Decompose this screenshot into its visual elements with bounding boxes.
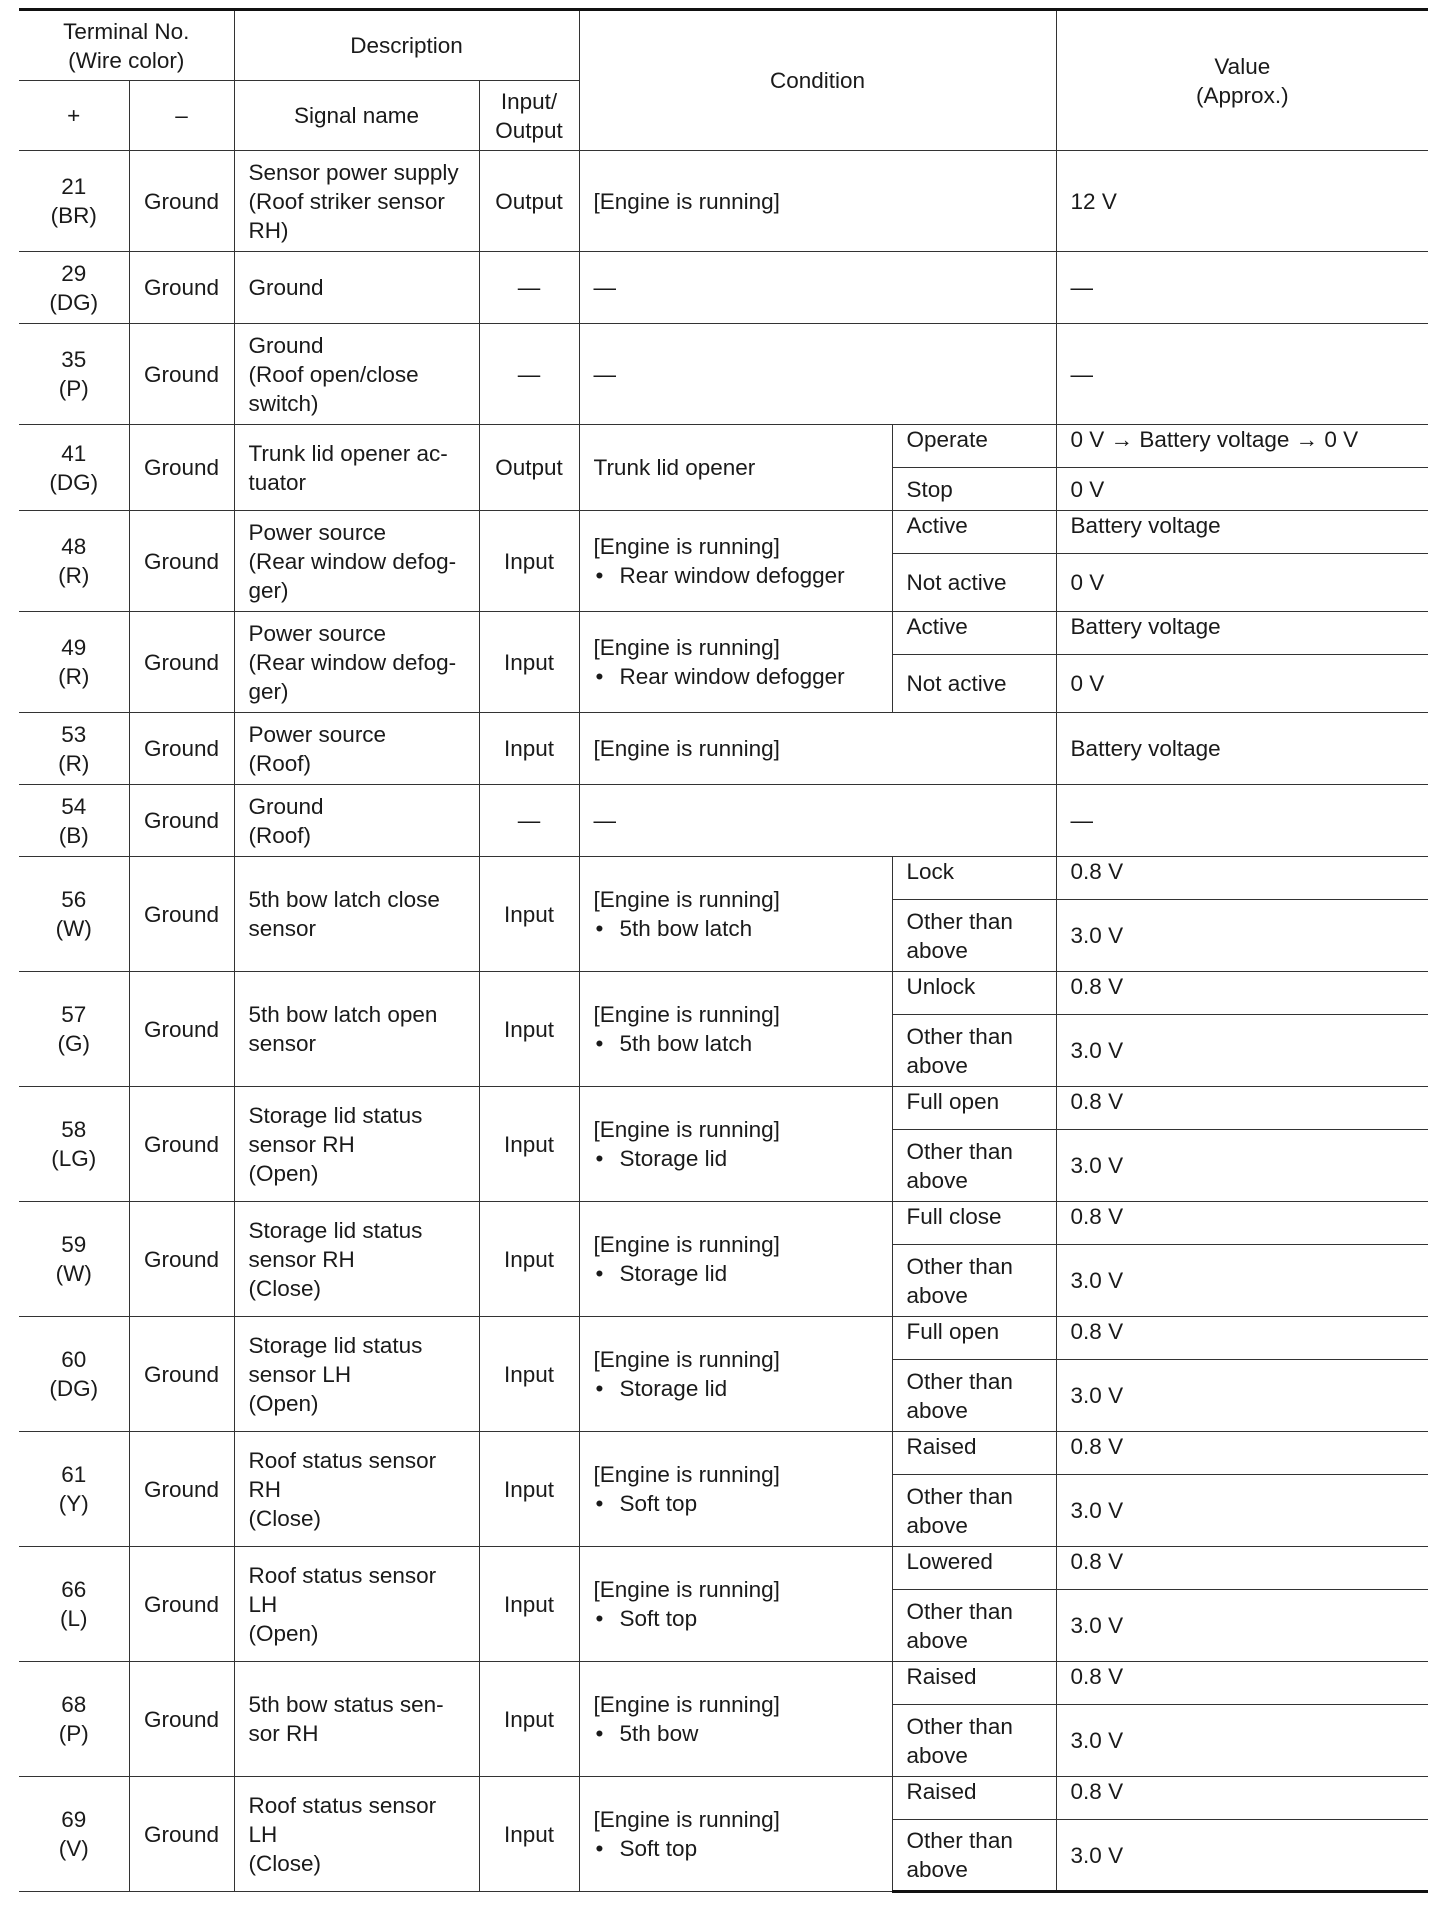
header-terminal-no: Terminal No. (Wire color) xyxy=(19,10,234,81)
signal-name-line: (Close) xyxy=(248,1505,322,1531)
sub-condition: Raised xyxy=(892,1777,1056,1820)
sub-condition: Other than above xyxy=(892,900,1056,972)
wire-color: (P) xyxy=(58,1721,89,1746)
signal-name xyxy=(234,151,479,252)
header-input-output: Input/ Output xyxy=(479,81,579,151)
table-row xyxy=(19,1087,1428,1130)
condition-text: [Engine is running] xyxy=(593,1692,780,1717)
signal-name-line: (Roof striker sensor xyxy=(248,188,445,214)
value: Battery voltage xyxy=(1056,612,1428,655)
signal-name-line: LH xyxy=(248,1591,278,1617)
condition xyxy=(579,1777,892,1892)
signal-name-line: LH xyxy=(248,1821,278,1847)
signal-name-line: (Roof) xyxy=(248,750,312,776)
terminal-number-cell xyxy=(19,1087,129,1202)
condition-text: [Engine is running] xyxy=(593,1347,780,1372)
table-row xyxy=(19,151,1428,252)
negative-terminal: Ground xyxy=(129,425,234,511)
condition xyxy=(579,857,892,972)
terminal-number-cell xyxy=(19,785,129,857)
input-output: Input xyxy=(479,1432,579,1547)
signal-name-line: sor RH xyxy=(248,1721,319,1746)
terminal-number-cell xyxy=(19,713,129,785)
table-row xyxy=(19,857,1428,900)
signal-name xyxy=(234,1317,479,1432)
value: 0.8 V xyxy=(1056,1317,1428,1360)
signal-name-line: (Open) xyxy=(248,1390,319,1416)
condition xyxy=(579,324,1056,425)
sub-condition: Lowered xyxy=(892,1547,1056,1590)
condition-bullet: • Soft top xyxy=(594,1489,884,1518)
condition xyxy=(579,1317,892,1432)
value: 0.8 V xyxy=(1056,857,1428,900)
input-output: Input xyxy=(479,612,579,713)
signal-name-line: sensor xyxy=(248,1031,317,1056)
condition xyxy=(579,151,1056,252)
signal-name xyxy=(234,713,479,785)
terminal-number-cell xyxy=(19,511,129,612)
signal-name-line: (Rear window defog- xyxy=(248,649,457,675)
wire-color: (P) xyxy=(58,376,89,401)
input-output: — xyxy=(479,324,579,425)
value: 3.0 V xyxy=(1056,1820,1428,1892)
input-output: Output xyxy=(479,425,579,511)
signal-name xyxy=(234,324,479,425)
header-plus: + xyxy=(19,81,129,151)
condition xyxy=(579,1547,892,1662)
signal-name xyxy=(234,785,479,857)
condition-bullet: • Rear window defogger xyxy=(594,561,884,590)
condition-bullet: • Storage lid xyxy=(594,1374,884,1403)
wire-color: (BR) xyxy=(50,203,97,228)
condition xyxy=(579,612,892,713)
negative-terminal: Ground xyxy=(129,713,234,785)
sub-condition: Not active xyxy=(892,655,1056,713)
signal-name-line: 5th bow status sen- xyxy=(248,1692,444,1717)
terminal-number: 56 xyxy=(61,887,87,912)
signal-name-line: (Close) xyxy=(248,1275,322,1301)
terminal-number: 41 xyxy=(61,440,87,466)
condition xyxy=(579,425,892,511)
condition-text: [Engine is running] xyxy=(593,1232,780,1257)
condition xyxy=(579,1432,892,1547)
table-row xyxy=(19,252,1428,324)
value: — xyxy=(1056,252,1428,324)
wire-color: (Y) xyxy=(58,1491,89,1516)
input-output: Input xyxy=(479,713,579,785)
table-body xyxy=(19,151,1428,1892)
condition-bullet: • Soft top xyxy=(594,1834,884,1863)
signal-name-line: sensor RH xyxy=(248,1131,355,1157)
condition-text: — xyxy=(593,808,617,833)
signal-name xyxy=(234,1547,479,1662)
terminal-number-cell xyxy=(19,324,129,425)
signal-name-line: (Close) xyxy=(248,1850,322,1876)
signal-name-line: (Roof) xyxy=(248,822,312,848)
wire-color: (R) xyxy=(58,750,90,776)
terminal-number: 53 xyxy=(61,721,87,747)
sub-condition: Other than above xyxy=(892,1360,1056,1432)
condition xyxy=(579,1662,892,1777)
terminal-number: 57 xyxy=(61,1002,87,1027)
signal-name-line: Storage lid status xyxy=(248,1102,423,1128)
signal-name-line: ger) xyxy=(248,678,289,704)
negative-terminal: Ground xyxy=(129,1087,234,1202)
signal-name-line: Roof status sensor xyxy=(248,1447,437,1473)
signal-name xyxy=(234,1432,479,1547)
signal-name xyxy=(234,972,479,1087)
condition-text: [Engine is running] xyxy=(593,188,780,214)
signal-name-line: Ground xyxy=(248,275,324,300)
sub-condition: Raised xyxy=(892,1432,1056,1475)
terminal-number-cell xyxy=(19,1202,129,1317)
table-row xyxy=(19,713,1428,785)
condition-text: [Engine is running] xyxy=(593,1577,780,1602)
signal-name-line: Trunk lid opener ac- xyxy=(248,440,448,466)
sub-condition: Other than above xyxy=(892,1130,1056,1202)
signal-name-line: RH xyxy=(248,1476,282,1502)
signal-name-line: (Roof open/close xyxy=(248,361,419,387)
value: Battery voltage xyxy=(1056,713,1428,785)
wire-color: (W) xyxy=(55,916,92,941)
terminal-number: 61 xyxy=(61,1462,87,1487)
input-output: Input xyxy=(479,1087,579,1202)
value: 0 V → Battery voltage → 0 V xyxy=(1056,425,1428,468)
negative-terminal: Ground xyxy=(129,972,234,1087)
signal-name xyxy=(234,252,479,324)
negative-terminal: Ground xyxy=(129,511,234,612)
terminal-number-cell xyxy=(19,151,129,252)
input-output: Input xyxy=(479,857,579,972)
table-row xyxy=(19,324,1428,425)
negative-terminal: Ground xyxy=(129,1547,234,1662)
terminal-number-cell xyxy=(19,425,129,511)
signal-name-line: ger) xyxy=(248,577,289,603)
terminal-number: 35 xyxy=(61,347,87,372)
negative-terminal: Ground xyxy=(129,1432,234,1547)
value: 0.8 V xyxy=(1056,1202,1428,1245)
signal-name-line: switch) xyxy=(248,390,319,416)
signal-name-line: Power source xyxy=(248,519,387,545)
input-output: Input xyxy=(479,1202,579,1317)
condition-text: [Engine is running] xyxy=(593,534,780,559)
condition-bullet: • Soft top xyxy=(594,1604,884,1633)
terminal-table xyxy=(19,8,1428,1893)
signal-name-line: sensor RH xyxy=(248,1246,355,1272)
table-row xyxy=(19,1547,1428,1590)
signal-name xyxy=(234,1777,479,1892)
sub-condition: Stop xyxy=(892,468,1056,511)
input-output: — xyxy=(479,785,579,857)
condition-bullet: • Storage lid xyxy=(594,1259,884,1288)
signal-name xyxy=(234,1087,479,1202)
sub-condition: Full open xyxy=(892,1087,1056,1130)
value: 3.0 V xyxy=(1056,1590,1428,1662)
negative-terminal: Ground xyxy=(129,1777,234,1892)
sub-condition: Other than above xyxy=(892,1820,1056,1892)
sub-condition: Operate xyxy=(892,425,1056,468)
signal-name-line: 5th bow latch open xyxy=(248,1002,438,1027)
value: 0.8 V xyxy=(1056,1662,1428,1705)
table-row xyxy=(19,785,1428,857)
condition-text: [Engine is running] xyxy=(593,1117,780,1142)
input-output: Input xyxy=(479,972,579,1087)
header-signal-name: Signal name xyxy=(234,81,479,151)
terminal-number-cell xyxy=(19,612,129,713)
wire-color: (DG) xyxy=(49,289,99,315)
value: 0 V xyxy=(1056,655,1428,713)
value: — xyxy=(1056,785,1428,857)
input-output: Input xyxy=(479,1777,579,1892)
table-row xyxy=(19,1777,1428,1820)
negative-terminal: Ground xyxy=(129,785,234,857)
terminal-number-cell xyxy=(19,1317,129,1432)
negative-terminal: Ground xyxy=(129,612,234,713)
terminal-number: 59 xyxy=(61,1232,87,1257)
value: 0.8 V xyxy=(1056,1432,1428,1475)
sub-condition: Other than above xyxy=(892,1245,1056,1317)
input-output: Input xyxy=(479,1662,579,1777)
condition-text: Trunk lid opener xyxy=(593,455,756,480)
condition-text: [Engine is running] xyxy=(593,1002,780,1027)
value: 0.8 V xyxy=(1056,1547,1428,1590)
wire-color: (DG) xyxy=(49,1376,99,1401)
condition xyxy=(579,1202,892,1317)
table-row xyxy=(19,1317,1428,1360)
value: 3.0 V xyxy=(1056,1475,1428,1547)
value: 3.0 V xyxy=(1056,1245,1428,1317)
table-row xyxy=(19,1432,1428,1475)
terminal-number-cell xyxy=(19,1547,129,1662)
sub-condition: Active xyxy=(892,612,1056,655)
wire-color: (DG) xyxy=(49,469,99,495)
terminal-table-page xyxy=(19,8,1428,1893)
terminal-number: 54 xyxy=(61,793,87,819)
signal-name-line: (Open) xyxy=(248,1160,319,1186)
signal-name-line: Ground xyxy=(248,332,324,358)
condition xyxy=(579,252,1056,324)
condition-bullet: • Storage lid xyxy=(594,1144,884,1173)
signal-name-line: Ground xyxy=(248,793,324,819)
signal-name-line: tuator xyxy=(248,469,307,495)
signal-name-line: RH) xyxy=(248,217,289,243)
signal-name-line: Power source xyxy=(248,721,387,747)
condition-text: [Engine is running] xyxy=(593,736,780,761)
value: 0.8 V xyxy=(1056,972,1428,1015)
header-description: Description xyxy=(234,10,579,81)
condition xyxy=(579,511,892,612)
table-row xyxy=(19,1662,1428,1705)
sub-condition: Unlock xyxy=(892,972,1056,1015)
signal-name-line: Roof status sensor xyxy=(248,1792,437,1818)
negative-terminal: Ground xyxy=(129,151,234,252)
header-value: Value (Approx.) xyxy=(1056,10,1428,151)
table-row xyxy=(19,972,1428,1015)
condition-bullet: • 5th bow latch xyxy=(594,1029,884,1058)
value: 0.8 V xyxy=(1056,1087,1428,1130)
terminal-number: 48 xyxy=(61,534,87,559)
signal-name xyxy=(234,857,479,972)
terminal-number: 66 xyxy=(61,1577,87,1602)
sub-condition: Active xyxy=(892,511,1056,554)
value: 12 V xyxy=(1056,151,1428,252)
signal-name-line: (Rear window defog- xyxy=(248,548,457,574)
wire-color: (R) xyxy=(58,563,90,588)
input-output: Output xyxy=(479,151,579,252)
signal-name-line: Roof status sensor xyxy=(248,1562,437,1588)
signal-name xyxy=(234,511,479,612)
signal-name-line: Storage lid status xyxy=(248,1217,423,1243)
sub-condition: Other than above xyxy=(892,1015,1056,1087)
wire-color: (LG) xyxy=(51,1146,97,1171)
terminal-number: 60 xyxy=(61,1347,87,1372)
value: — xyxy=(1056,324,1428,425)
wire-color: (V) xyxy=(58,1836,89,1861)
signal-name xyxy=(234,612,479,713)
sub-condition: Other than above xyxy=(892,1590,1056,1662)
sub-condition: Other than above xyxy=(892,1705,1056,1777)
signal-name xyxy=(234,425,479,511)
value: Battery voltage xyxy=(1056,511,1428,554)
wire-color: (W) xyxy=(55,1261,92,1286)
condition xyxy=(579,1087,892,1202)
terminal-number: 29 xyxy=(61,260,87,286)
sub-condition: Lock xyxy=(892,857,1056,900)
header-minus: – xyxy=(129,81,234,151)
input-output: Input xyxy=(479,511,579,612)
terminal-number-cell xyxy=(19,1777,129,1892)
value: 3.0 V xyxy=(1056,1015,1428,1087)
value: 0 V xyxy=(1056,554,1428,612)
value: 3.0 V xyxy=(1056,1130,1428,1202)
negative-terminal: Ground xyxy=(129,252,234,324)
table-row xyxy=(19,511,1428,554)
sub-condition: Full close xyxy=(892,1202,1056,1245)
terminal-number: 68 xyxy=(61,1692,87,1717)
sub-condition: Raised xyxy=(892,1662,1056,1705)
value: 0.8 V xyxy=(1056,1777,1428,1820)
signal-name-line: Sensor power supply xyxy=(248,159,459,185)
header-condition: Condition xyxy=(579,10,1056,151)
signal-name xyxy=(234,1202,479,1317)
value: 0 V xyxy=(1056,468,1428,511)
wire-color: (B) xyxy=(58,822,89,848)
input-output: — xyxy=(479,252,579,324)
signal-name xyxy=(234,1662,479,1777)
terminal-number: 58 xyxy=(61,1117,87,1142)
table-row xyxy=(19,425,1428,468)
table-row xyxy=(19,612,1428,655)
input-output: Input xyxy=(479,1547,579,1662)
terminal-number-cell xyxy=(19,1662,129,1777)
value: 3.0 V xyxy=(1056,900,1428,972)
negative-terminal: Ground xyxy=(129,1202,234,1317)
condition xyxy=(579,972,892,1087)
terminal-number-cell xyxy=(19,972,129,1087)
negative-terminal: Ground xyxy=(129,857,234,972)
table-row xyxy=(19,1202,1428,1245)
signal-name-line: Storage lid status xyxy=(248,1332,423,1358)
signal-name-line: 5th bow latch close xyxy=(248,887,440,912)
terminal-number-cell xyxy=(19,1432,129,1547)
terminal-number: 69 xyxy=(61,1807,87,1832)
value: 3.0 V xyxy=(1056,1705,1428,1777)
terminal-number: 49 xyxy=(61,635,87,660)
condition-text: — xyxy=(593,361,617,387)
condition-bullet: • Rear window defogger xyxy=(594,662,884,691)
wire-color: (R) xyxy=(58,664,90,689)
condition-text: [Engine is running] xyxy=(593,1807,780,1832)
terminal-number-cell xyxy=(19,857,129,972)
condition xyxy=(579,785,1056,857)
condition-text: [Engine is running] xyxy=(593,1462,780,1487)
sub-condition: Other than above xyxy=(892,1475,1056,1547)
negative-terminal: Ground xyxy=(129,324,234,425)
negative-terminal: Ground xyxy=(129,1317,234,1432)
condition-text: [Engine is running] xyxy=(593,635,780,660)
condition xyxy=(579,713,1056,785)
terminal-number-cell xyxy=(19,252,129,324)
negative-terminal: Ground xyxy=(129,1662,234,1777)
signal-name-line: (Open) xyxy=(248,1620,319,1646)
sub-condition: Full open xyxy=(892,1317,1056,1360)
input-output: Input xyxy=(479,1317,579,1432)
value: 3.0 V xyxy=(1056,1360,1428,1432)
condition-text: [Engine is running] xyxy=(593,887,780,912)
terminal-number: 21 xyxy=(61,174,87,199)
signal-name-line: sensor xyxy=(248,916,317,941)
signal-name-line: Power source xyxy=(248,620,387,646)
sub-condition: Not active xyxy=(892,554,1056,612)
condition-text: — xyxy=(593,275,617,300)
signal-name-line: sensor LH xyxy=(248,1361,352,1387)
condition-bullet: • 5th bow xyxy=(594,1719,884,1748)
wire-color: (G) xyxy=(57,1031,90,1056)
wire-color: (L) xyxy=(60,1606,88,1631)
condition-bullet: • 5th bow latch xyxy=(594,914,884,943)
